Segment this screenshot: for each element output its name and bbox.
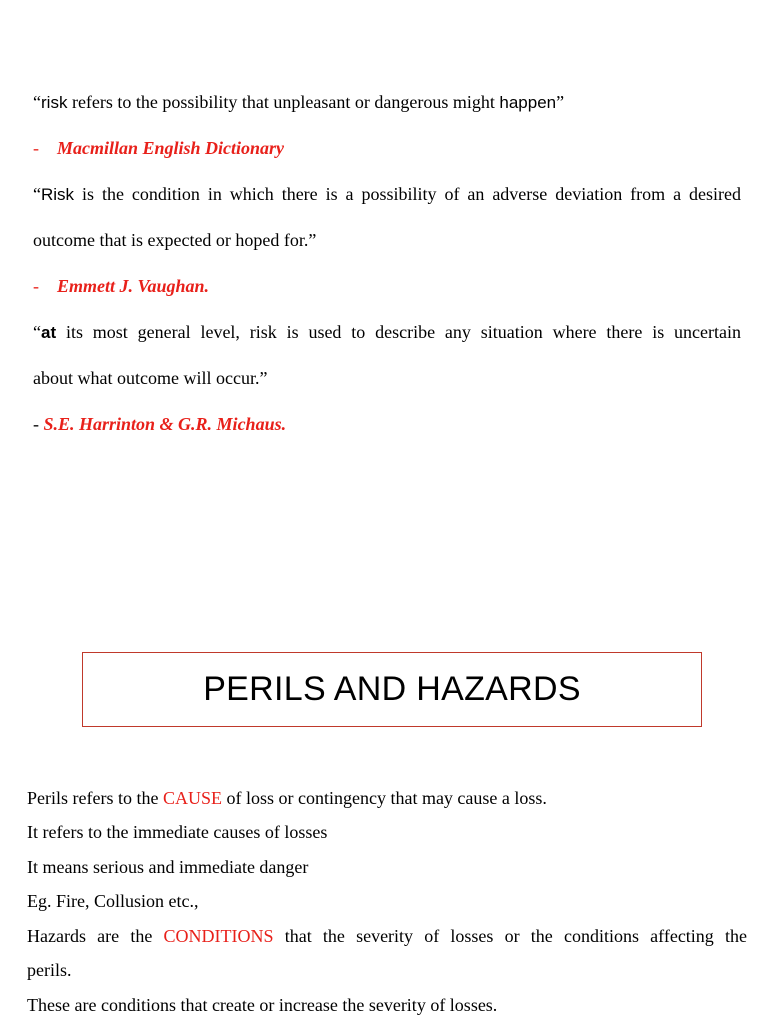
keyword-risk: risk	[41, 93, 68, 112]
highlight-conditions: CONDITIONS	[163, 926, 274, 946]
quote-macmillan: “risk refers to the possibility that unpleasant or dangerous might happen”	[33, 92, 565, 112]
quote-vaughan-line-1: “Risk is the condition in which there is a possibility of an adverse deviation from a desired	[33, 184, 741, 204]
quote-harrinton-line-1: “at its most general level, risk is used to describe any situation where there is uncertain	[33, 322, 741, 342]
hazards-line-3: These are conditions that create or increase the severity of losses.	[27, 995, 498, 1015]
section-title-box	[82, 652, 702, 727]
section-title: PERILS AND HAZARDS	[203, 670, 581, 708]
attribution-macmillan: - Macmillan English Dictionary	[33, 138, 285, 158]
keyword-happen: happen	[499, 93, 557, 112]
highlight-cause: CAUSE	[162, 788, 222, 808]
perils-example: Eg. Fire, Collusion etc.,	[27, 891, 199, 911]
perils-line-2: It refers to the immediate causes of losses	[27, 822, 328, 842]
attribution-vaughan: - Emmett J. Vaughan.	[33, 276, 210, 296]
perils-definition: Perils refers to the CAUSE of loss or contingency that may cause a loss.	[27, 788, 547, 808]
quote-harrinton-line-2: about what outcome will occur.”	[33, 368, 268, 388]
hazards-line-2: perils.	[27, 960, 72, 980]
hazards-definition: Hazards are the CONDITIONS that the severity of losses or the conditions affecting the	[27, 926, 747, 946]
perils-line-3: It means serious and immediate danger	[27, 857, 309, 877]
attribution-harrinton: - S.E. Harrinton & G.R. Michaus.	[33, 414, 287, 434]
keyword-risk: Risk	[41, 185, 75, 204]
keyword-at: at	[41, 323, 57, 342]
quote-vaughan-line-2: outcome that is expected or hoped for.”	[33, 230, 317, 250]
